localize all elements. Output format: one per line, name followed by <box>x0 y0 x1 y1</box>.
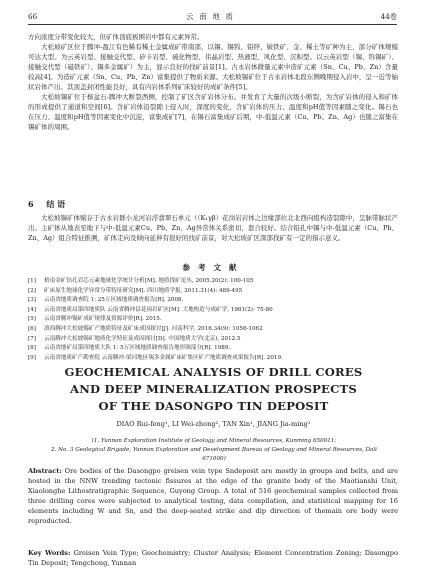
volume-label: 44卷 <box>380 12 397 21</box>
journal-name: 云南地质 <box>186 12 239 21</box>
page-number: 66 <box>28 12 38 21</box>
paragraph: 大松坡锡矿位于槟盆石-腾冲大断裂西侧，控制了矿区含矿岩体分布。并发育了大量的次级小断裂，为含矿岩体的侵入和矿体的形成提供了通道和空间[6]。含矿岩体沿裂隙上侵入时，深度的变化，含矿岩体的压力、温度和pH值等因素随之变化。锡石也在压力、温度和pH值等因素变化中沉淀，富集成矿[7]，在锡石富集成矿后期，中-低温元素（Cu、Pb、Zn、Ag）也随之富集在锡矿体的周围。 <box>28 93 398 131</box>
title-line: AND DEEP MINERALIZATION PROSPECTS <box>70 382 357 396</box>
paragraph: 大松坡锡矿体赋存于古永岩群小龙河岩浮翡翠石单元（（K₁γβ）花岗岩岩体之边缘部位北北西向组构造裂隙中，呈脉带脉状产出。主矿体从地表至地下与中-低温元素Cu、Pb、Zn、Ag异常体关系密切，套合较好。结合铅孔中锡与中-低温元素（Cu、Pb、Zn、Ag）组合特征推测，矿体走向及倾向延伸有很好的找矿前景，对大松坡矿区深部找矿有一定的指示意义。 <box>28 214 398 242</box>
title-line: OF THE DASONGPO TIN DEPOSIT <box>98 399 329 413</box>
running-header <box>28 10 397 25</box>
paragraph: 方向浓度分带变化较大，但矿体顶底板围岩中都有元素异常。 <box>28 33 204 41</box>
english-keywords <box>28 548 398 568</box>
intro-text <box>28 32 398 132</box>
affiliations: (1. Yunnan Exploration Institute of Geology and Mineral Resources, Kunming 650011; 2. No. 3 Geological Brigade, Yunnan Exploration and Development Bureau of Geology and Mineral Resources, Dali 671000) <box>51 438 377 462</box>
reference-item: [1] 梧南金矿钻孔岩芯元素地球化学统计分析[M]. 地质找矿论丛, 2005.20(2): 100-105 <box>28 278 254 284</box>
reference-item: [8] 云南省地矿局第四地质大队 1: 5万区域地质调查报告地形图部分[R]. 1989. <box>28 345 231 352</box>
references-list <box>28 277 398 363</box>
reference-item: [6] 滇西腾冲大松坡锡矿产地质特征及矿床成因探讨[J]. 河南科学, 2016.34(9): 1056-1062 <box>28 325 263 332</box>
reference-item: [3] 云南省地质调查院 1: 25万区域地质调查报告[R]. 2008. <box>28 297 184 304</box>
authors: DIAO Rui-feng¹, LI Wei-zhong², TAN Xin¹, JIANG Jia-ming¹ <box>116 420 311 428</box>
section-number: 6 <box>28 199 34 209</box>
reference-item: [2] 矿床原生地球化学异常分带特征研究[M]. 四川地质学报, 2011.31(4): 489-495 <box>28 287 243 294</box>
abstract-text: Ore bodies of the Dasongpo greisen vein type Sndeposit are mostly in groups and belts, and are hosted in the NNW trending tectonic fissures at the edge of the granite body of the Maotianshi Unit, Xiaolonghe Lithostratigraphic Sequence, Guyong Group. A total of 516 geochemical samples collected from three drilling cores were subjected to analytical testing, data compilation, and statistical mapping for 16 elements including W and Sn, and the deep-seated strike and dip direction of themain ore body were reproducted. <box>28 467 398 525</box>
keywords-text: Greisen Vein Type; Geochemistry; Cluster Analysis; Element Concentration Zoning; Dasongpo Tin Deposit; Tengchong, Yunnan <box>28 549 398 567</box>
english-abstract <box>28 466 398 526</box>
english-title <box>0 364 427 415</box>
section-heading <box>28 199 65 210</box>
reference-item: [4] 云南省地质局第四地质队 云南省腾冲县花岗岩矿区[M]. 大地构造与成矿学, 1981(2): 75-80 <box>28 306 273 313</box>
reference-item: [7] 云南腾冲大松坡锡矿地质化学特征及成因探讨[D]. 中国地质大学(北京), 2012.5 <box>28 335 241 342</box>
reference-item: [5] 云南省腾冲锡矿成矿规律及资源评价[R]. 2015. <box>28 316 162 323</box>
section-title: 结 语 <box>46 199 66 209</box>
paragraph: 大松坡矿区位于腾冲-盈江有色稀有稀土金属成矿带南部，以锡、锡钨、铅锌、铍铁矿、金、稀土等矿种为主，部分矿体规模可达大型。为云英岩型、接触交代型、矽卡岩型、硫化物型、伟晶岩型、热液型、风化型、沉积型。以云英岩型（锡、钨锡矿）、接触交代型（磁铁矿）、锡多金属矿）为主，显示良好的找矿前景[1]。古永岩体微量元素中造矿元素（Sn、Cu、Pb、Zn）含量较高[4]。为造矿元素（Sn、Cu、Pb、Zn）富集提供了物质来源。大松坡锡矿位于古永岩体北段东侧晚期侵入岩中，呈一近等轴状岩体产出。其顶盖封闭性能良好，具有内岩体系列矿床较好的成矿条件[5]。 <box>28 43 398 91</box>
references-title: 参考文献 <box>182 263 245 272</box>
title-line: GEOCHEMICAL ANALYSIS OF DRILL CORES <box>64 365 363 379</box>
conclusion-text <box>28 213 398 243</box>
keywords-label: Key Words: <box>28 549 71 557</box>
abstract-label: Abstract: <box>28 467 62 475</box>
reference-item: [9] 云南省地质矿产勘查院 云南腾冲-梁河地区锡多金属矿床矿集区矿产地质调查成果报告[R]. 2019. <box>28 354 283 361</box>
